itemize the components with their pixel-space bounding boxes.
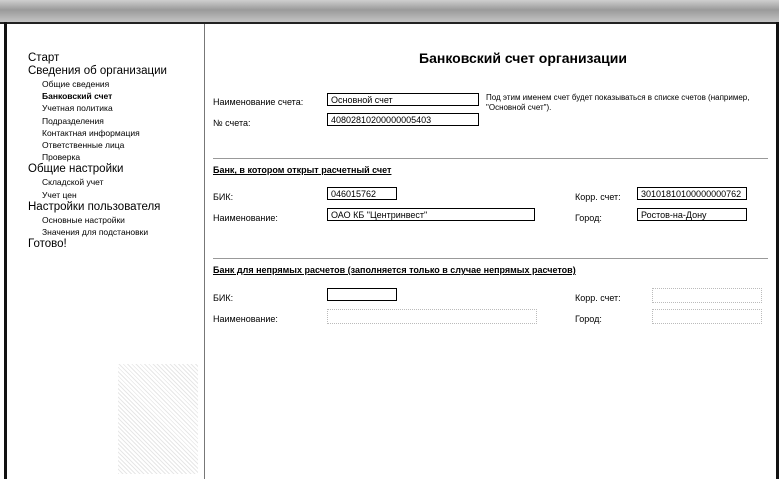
indirect-bik-input[interactable]: [327, 288, 397, 301]
indirect-bank-section-title: Банк для непрямых расчетов (заполняется только в случае непрямых расчетов): [213, 265, 576, 275]
corr-account-input[interactable]: 30101810100000000762: [637, 187, 747, 200]
sidebar-item[interactable]: Проверка: [42, 152, 81, 163]
sidebar-item[interactable]: Контактная информация: [42, 127, 140, 138]
bank-section-title: Банк, в котором открыт расчетный счет: [213, 165, 392, 175]
page-title: Банковский счет организации: [419, 50, 627, 66]
account-name-hint: Под этим именем счет будет показываться в списке счетов (например, "Основной счет").: [486, 93, 750, 112]
sidebar-item[interactable]: Учетная политика: [42, 103, 113, 114]
bik-input[interactable]: 046015762: [327, 187, 397, 200]
indirect-bank-name-input[interactable]: [327, 309, 537, 324]
sidebar-item[interactable]: Подразделения: [42, 115, 104, 126]
indirect-bik-label: БИК:: [213, 293, 234, 303]
window-left-border: [4, 22, 7, 479]
account-number-label: № счета:: [213, 118, 251, 128]
sidebar-item[interactable]: Учет цен: [42, 189, 77, 200]
sidebar-item[interactable]: Складской учет: [42, 177, 104, 188]
sidebar-decoration: [118, 364, 198, 474]
corr-account-label: Корр. счет:: [575, 192, 621, 202]
sidebar-item[interactable]: Ответственные лица: [42, 140, 125, 151]
bank-name-input[interactable]: ОАО КБ "Центринвест": [327, 208, 535, 221]
sidebar-item[interactable]: Сведения об организации: [28, 65, 167, 77]
sidebar-item[interactable]: Банковский счет: [42, 91, 113, 102]
bank-name-label: Наименование:: [213, 213, 278, 223]
indirect-corr-account-input[interactable]: [652, 288, 762, 303]
separator: [213, 258, 768, 259]
sidebar-item[interactable]: Общие настройки: [28, 163, 124, 176]
sidebar-item[interactable]: Готово!: [28, 238, 67, 251]
city-input[interactable]: Ростов-на-Дону: [637, 208, 747, 221]
window-titlebar: [0, 0, 779, 24]
city-label: Город:: [575, 213, 602, 223]
indirect-city-label: Город:: [575, 314, 602, 324]
sidebar-item[interactable]: Общие сведения: [42, 79, 110, 89]
account-number-input[interactable]: 40802810200000005403: [327, 113, 479, 126]
separator: [213, 158, 768, 159]
indirect-corr-account-label: Корр. счет:: [575, 293, 621, 303]
indirect-bank-name-label: Наименование:: [213, 314, 278, 324]
sidebar-item[interactable]: Значения для подстановки: [42, 227, 149, 238]
sidebar-nav: [28, 52, 203, 251]
account-name-label: Наименование счета:: [213, 97, 304, 107]
sidebar-item[interactable]: Старт: [28, 52, 60, 64]
bik-label: БИК:: [213, 192, 234, 202]
account-name-input[interactable]: Основной счет: [327, 93, 479, 106]
indirect-city-input[interactable]: [652, 309, 762, 324]
sidebar-item[interactable]: Основные настройки: [42, 214, 125, 225]
main-panel: [205, 24, 776, 479]
sidebar-item[interactable]: Настройки пользователя: [28, 200, 161, 213]
